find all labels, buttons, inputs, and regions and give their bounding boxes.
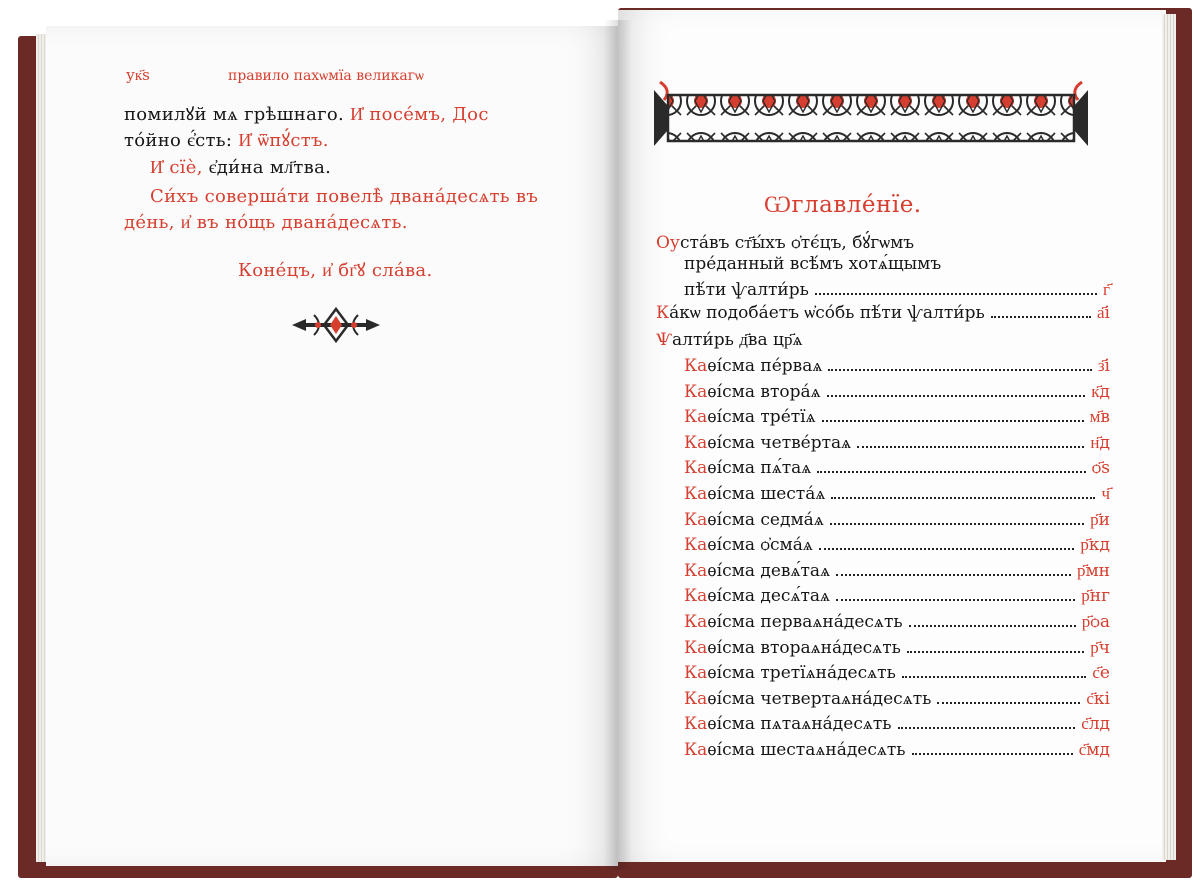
toc-leader-dots [822,419,1084,422]
toc-leader-dots [831,496,1095,499]
toc-entry-text: ѳі́сма втора́ѧ [707,381,821,402]
toc-entry-text: ѳі́сма шеста́ѧ [707,484,826,504]
toc-page-number: р҃и [1090,509,1110,530]
toc-page-number: р҃мн [1076,560,1110,581]
toc-initial: Ка [684,637,708,658]
toc-entry [684,561,1110,581]
toc-initial: Ка [684,484,708,504]
toc-leader-dots [912,752,1073,755]
toc-initial: Ка [684,535,708,556]
toc-entry [656,303,1110,323]
toc-initial: Ка [684,356,708,376]
toc-leader-dots [827,394,1086,397]
toc-initial: К [656,303,670,323]
toc-page-number: р҃ч [1090,637,1110,658]
closing-line: Коне́цъ, и҆ бг҃ꙋ сла́ва. [238,260,433,281]
toc-entry-text: пре́данный всѣ́мъ хотѧ́щымъ [684,254,942,274]
toc-entry [656,230,1110,253]
toc-leader-dots [836,573,1071,576]
toc-entry [684,458,1110,478]
toc-page-number: р҃кд [1080,535,1110,556]
toc-page-number: з҃і [1097,356,1110,376]
toc-entry [684,586,1110,606]
toc-entry [684,535,1110,555]
toc-initial: Ка [684,740,708,760]
toc-entry [656,330,1110,350]
toc-initial: Ка [684,509,708,530]
text-black: є҆ди́на мл҃тва. [208,157,332,178]
toc-initial: Ка [684,432,708,453]
toc-entry-text: ѳі́сма перваѧна́десѧть [707,612,903,632]
text-black: то́йно є҆́сть: [124,130,233,151]
toc-entry [684,407,1110,427]
toc-entry-text: ѳі́сма четвертаѧна́десѧть [707,688,932,709]
text-black: помилꙋй мѧ грѣшнаго. [124,104,345,125]
toc-initial: Ѱ [656,330,673,350]
toc-entry [684,689,1110,709]
toc-entry-text: ѳі́сма пѧтаѧна́десѧть [707,714,892,735]
page-edges-right [1162,14,1176,860]
toc-page-number: г҃ [1103,280,1110,300]
toc-page-number: к҃д [1091,381,1110,402]
toc-leader-dots [907,650,1084,653]
toc-entry-text: ѳі́сма десѧ́таѧ [707,586,831,607]
toc-initial: Ка [684,560,708,581]
book-gutter [604,20,632,870]
toc-entry [684,510,1110,530]
toc-entry-text: алти́рь д҃ва цр҃ѧ [672,330,803,350]
toc-entry [684,612,1110,632]
toc-page-number: с҃е [1092,663,1110,684]
toc-leader-dots [830,522,1084,525]
toc-title: Ѡглавле́нїе. [764,192,922,218]
text-line-1 [124,102,489,126]
toc-entry-text: ста́въ ст҃ы́хъ ѻ҆тє́цъ, бꙋ́гѡмъ [679,233,915,253]
decorative-band-icon [650,78,1092,158]
toc-leader-dots [898,726,1076,729]
toc-initial: Ка [684,407,708,428]
toc-entry-text: ѳі́сма пе́рваѧ [707,356,823,376]
toc-initial: Ка [684,688,708,709]
toc-page-number: р҃ѻа [1081,612,1110,632]
text-rubric: И҆ посе́мъ, Дос [350,104,489,125]
toc-initial: Ка [684,381,708,402]
toc-entry-text: ѳі́сма ѻ҆сма́ѧ [707,535,813,556]
toc-entry [684,433,1110,453]
toc-initial: Ка [684,663,708,684]
toc-entry [684,484,1110,504]
toc-entry-text: ѳі́сма четве́ртаѧ [707,432,852,453]
toc-entry [684,663,1110,683]
text-line-2 [124,128,329,152]
toc-entry-text: ѳі́сма тре́тїѧ [707,407,816,428]
toc-entry [684,356,1110,376]
toc-initial: Ка [684,586,708,607]
page-number: ук҃ѕ [126,66,150,84]
toc-leader-dots [991,315,1091,318]
toc-entry-text: ѳі́сма седма́ѧ [707,509,824,530]
toc-page-number: р҃нг [1081,586,1110,607]
toc-leader-dots [836,598,1075,601]
toc-entry-text: ѳі́сма третїѧна́десѧть [707,663,896,684]
toc-page-number: с҃мд [1078,740,1110,760]
toc-leader-dots [902,675,1087,678]
toc-initial: Ка [684,458,708,479]
toc-entry [684,638,1110,658]
toc-entry-text: ѳі́сма пѧ́таѧ [707,458,812,479]
toc-entry [684,740,1110,760]
text-line-3 [150,157,331,178]
running-title: правило пахѡмїа великагѡ [228,68,424,84]
toc-page-number: с҃лд [1081,714,1110,735]
toc-page-number: с҃кі [1086,688,1110,709]
toc-page-number: н҃д [1090,432,1110,453]
toc-leader-dots [819,547,1074,550]
toc-leader-dots [817,470,1085,473]
text-rubric: И҆ сїѐ, [150,157,203,178]
toc-page-number: а҃і [1097,303,1110,323]
text-line-5: де́нь, и҆ въ но́щь двана́десѧть. [124,212,408,233]
ornament-icon [290,305,382,345]
toc-leader-dots [909,624,1076,627]
toc-entry [684,382,1110,402]
toc-page-number: ѻ҃ѕ [1091,458,1110,479]
toc-initial: Оу [656,233,680,253]
toc-entry [684,280,1110,300]
toc-leader-dots [857,445,1084,448]
toc-entry-text: ѳі́сма девѧ́таѧ [707,560,831,581]
text-line-4: Си́хъ соверша́ти повелѣ̀ двана́десѧть въ [150,186,539,207]
toc-initial: Ка [684,612,708,632]
toc-entry-text: а́кѡ подоба́етъ ѡ҆со́бь пѣ́ти ѱалти́рь [669,303,985,323]
toc-leader-dots [828,368,1091,371]
toc-entry-text: ѳі́сма втораѧна́десѧть [707,637,901,658]
toc-entry [684,714,1110,734]
text-rubric: И҆ ѿпꙋ́стъ. [238,130,329,151]
toc-page-number: м҃в [1089,407,1110,428]
toc-leader-dots [815,292,1097,295]
toc-page-number: ч҃ [1101,484,1110,504]
left-page [46,26,618,866]
toc-initial: Ка [684,714,708,735]
toc-entry-text: пѣ́ти ѱалти́рь [684,280,809,300]
toc-entry-text: ѳі́сма шестаѧна́десѧть [707,740,906,760]
toc-leader-dots [937,701,1080,704]
toc-entry [684,254,1110,274]
